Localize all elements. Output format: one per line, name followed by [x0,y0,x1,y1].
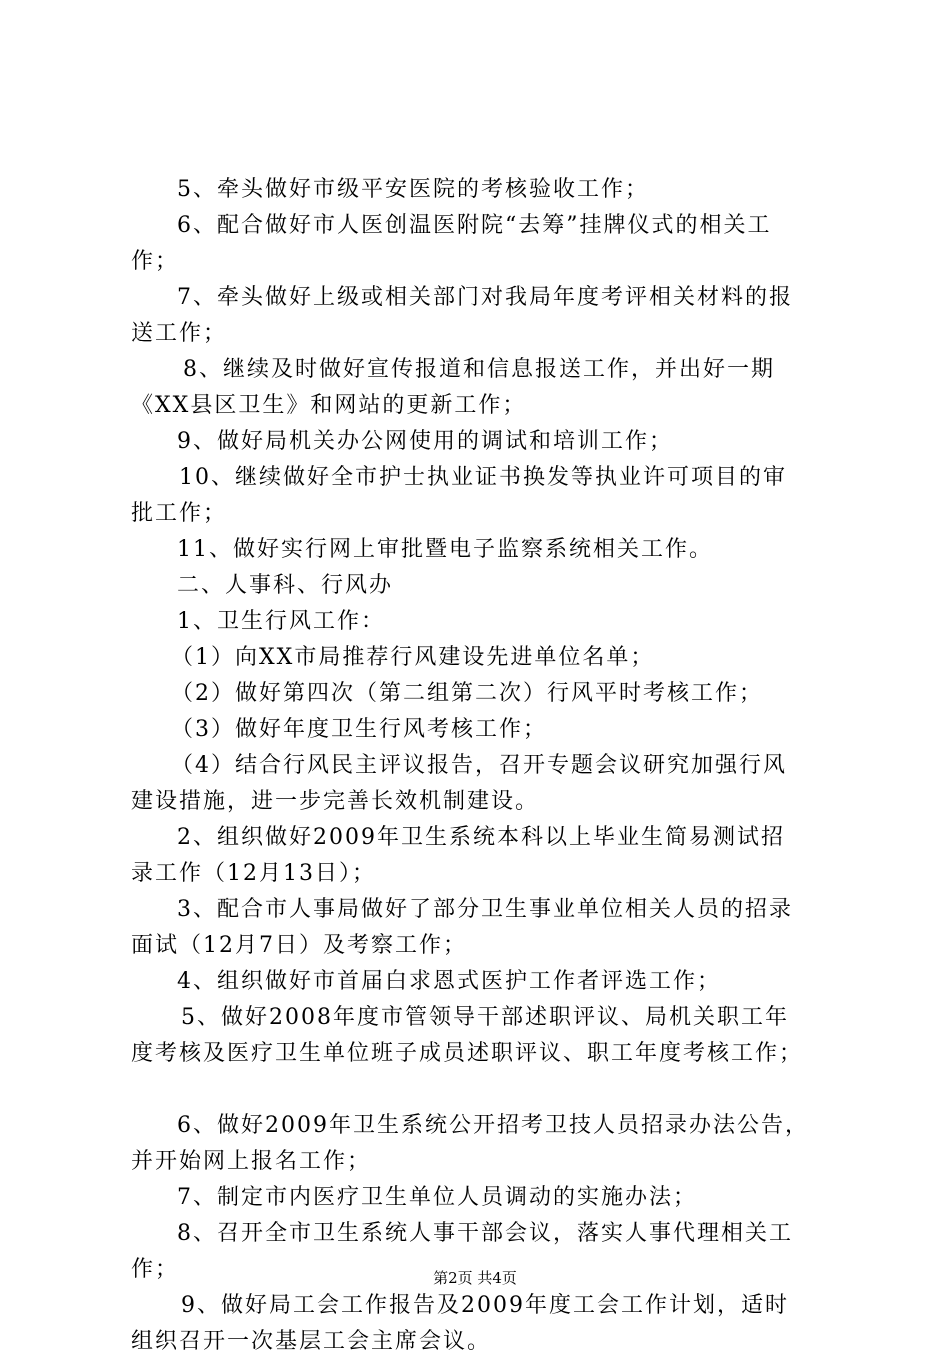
text-line: 7、牵头做好上级或相关部门对我局年度考评相关材料的报 [177,285,793,310]
text-line: 《XX县区卫生》和网站的更新工作； [131,393,527,418]
text-line: 9、做好局机关办公网使用的调试和培训工作； [177,429,673,454]
text-line: 录工作（12月13日）； [131,861,376,886]
text-line: （3）做好年度卫生行风考核工作； [171,717,547,742]
text-line: 8、继续及时做好宣传报道和信息报送工作，并出好一期 [183,357,775,382]
text-line: 并开始网上报名工作； [131,1149,372,1174]
text-line: 组织召开一次基层工会主席会议。 [131,1329,492,1354]
text-line: 度考核及医疗卫生单位班子成员述职评议、职工年度考核工作； [131,1041,804,1066]
text-line: 9、做好局工会工作报告及2009年度工会工作计划，适时 [181,1293,789,1318]
text-line: 作； [131,249,180,274]
text-line: （4）结合行风民主评议报告，召开专题会议研究加强行风 [171,753,787,778]
text-line: 5、做好2008年度市管领导干部述职评议、局机关职工年 [181,1005,789,1030]
page-footer: 第2页 共4页 [433,1269,517,1287]
text-line: 7、制定市内医疗卫生单位人员调动的实施办法； [177,1185,697,1210]
text-line: 1、卫生行风工作： [177,609,385,634]
text-line: 5、牵头做好市级平安医院的考核验收工作； [177,177,649,202]
text-line: 送工作； [131,321,228,346]
text-line: （1）向XX市局推荐行风建设先进单位名单； [171,645,655,670]
text-line: 3、配合市人事局做好了部分卫生事业单位相关人员的招录 [177,897,793,922]
text-line: 面试（12月7日）及考察工作； [131,933,467,958]
text-line: 建设措施，进一步完善长效机制建设。 [131,789,540,814]
text-line: 6、配合做好市人医创温医附院“去筹”挂牌仪式的相关工 [177,213,772,238]
text-line: 10、继续做好全市护士执业证书换发等执业许可项目的审 [179,465,787,490]
text-line: 批工作； [131,501,228,526]
document-body [131,172,843,1360]
text-line: 作； [131,1257,180,1282]
text-line: 11、做好实行网上审批暨电子监察系统相关工作。 [177,537,713,562]
text-line: 6、做好2009年卫生系统公开招考卫技人员招录办法公告， [177,1113,809,1138]
text-line: 8、召开全市卫生系统人事干部会议，落实人事代理相关工 [177,1221,793,1246]
text-line: （2）做好第四次（第二组第二次）行风平时考核工作； [171,681,763,706]
text-line: 4、组织做好市首届白求恩式医护工作者评选工作； [177,969,721,994]
text-line [131,1072,843,1108]
text-line: 二、人事科、行风办 [177,573,394,598]
text-line: 2、组织做好2009年卫生系统本科以上毕业生简易测试招 [177,825,785,850]
